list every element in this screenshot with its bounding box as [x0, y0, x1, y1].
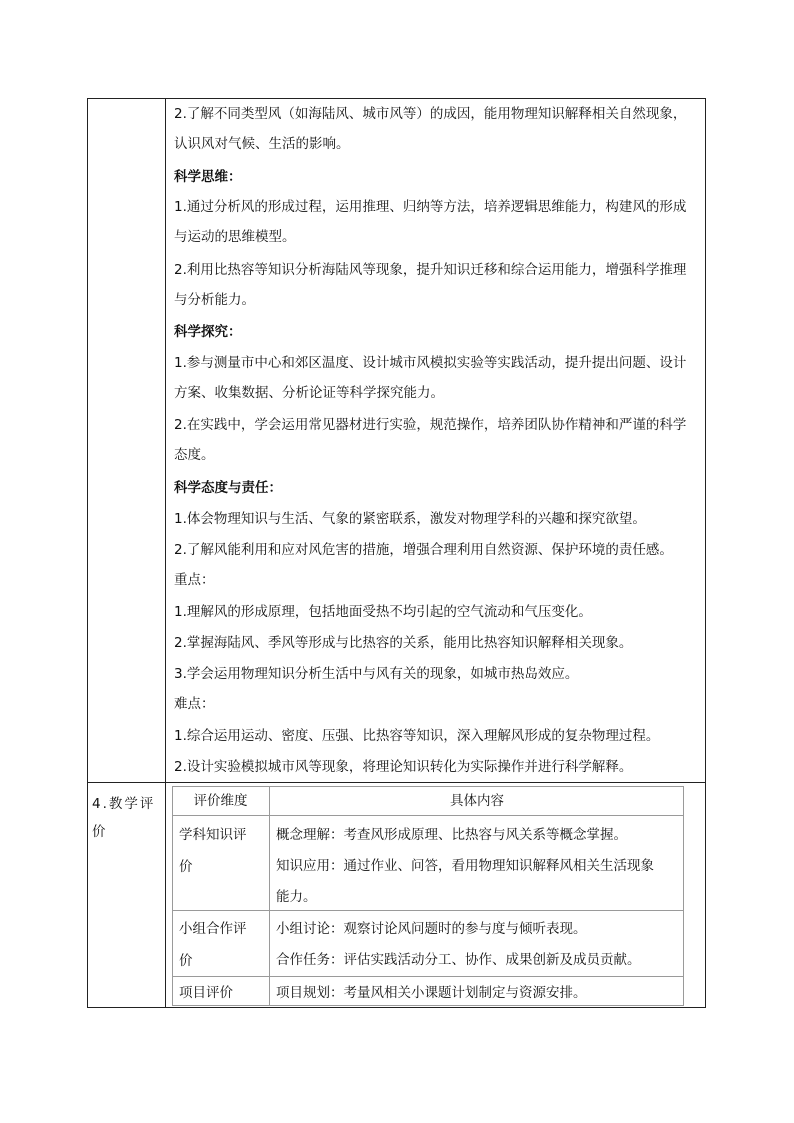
- heading-scientific-inquiry: 科学探究：: [174, 324, 242, 340]
- row-content: 项目规划：考量风相关小课题计划制定与资源安排。: [276, 985, 587, 1001]
- text-line: 2.利用比热容等知识分析海陆风等现象，提升知识迁移和综合运用能力，增强科学推理: [174, 262, 687, 278]
- section-label-line: 4.教学评: [92, 796, 156, 812]
- row-content: 小组讨论：观察讨论风问题时的参与度与倾听表现。: [276, 921, 587, 937]
- text-line: 1.理解风的形成原理，包括地面受热不均引起的空气流动和气压变化。: [174, 604, 592, 620]
- text-line: 2.了解风能利用和应对风危害的措施，增强合理利用自然资源、保护环境的责任感。: [174, 542, 673, 558]
- text-line: 1.参与测量市中心和郊区温度、设计城市风模拟实验等实践活动，提升提出问题、设计: [174, 355, 687, 371]
- row-content: 合作任务：评估实践活动分工、协作、成果创新及成员贡献。: [276, 952, 641, 968]
- heading-scientific-thinking: 科学思维：: [174, 169, 242, 185]
- heading-difficult-points: 难点：: [174, 696, 215, 712]
- text-line: 认识风对气候、生活的影响。: [174, 136, 350, 152]
- evaluation-table-column-divider: [269, 786, 270, 1006]
- text-line: 1.体会物理知识与生活、气象的紧密联系，激发对物理学科的兴趣和探究欲望。: [174, 511, 646, 527]
- text-line: 与运动的思维模型。: [174, 229, 296, 245]
- text-line: 1.综合运用运动、密度、压强、比热容等知识，深入理解风形成的复杂物理过程。: [174, 728, 660, 744]
- heading-attitude-responsibility: 科学态度与责任：: [174, 480, 282, 496]
- text-line: 2.在实践中，学会运用常见器材进行实验，规范操作，培养团队协作精神和严谨的科学: [174, 417, 687, 433]
- row-content: 能力。: [276, 889, 317, 905]
- text-line: 方案、收集数据、分析论证等科学探究能力。: [174, 385, 444, 401]
- header-dimension: 评价维度: [193, 793, 248, 809]
- heading-key-points: 重点：: [174, 572, 215, 588]
- evaluation-table: [172, 786, 684, 1006]
- evaluation-table-row-divider: [172, 910, 684, 911]
- row-dimension: 小组合作评: [179, 921, 247, 937]
- section-label-line: 价: [92, 824, 108, 840]
- text-line: 2.了解不同类型风（如海陆风、城市风等）的成因，能用物理知识解释相关自然现象，: [174, 106, 687, 122]
- text-line: 3.学会运用物理知识分析生活中与风有关的现象，如城市热岛效应。: [174, 666, 579, 682]
- row-dimension: 学科知识评: [179, 827, 247, 843]
- evaluation-table-row-divider: [172, 976, 684, 977]
- text-line: 1.通过分析风的形成过程，运用推理、归纳等方法，培养逻辑思维能力，构建风的形成: [174, 199, 687, 215]
- text-line: 态度。: [174, 447, 215, 463]
- section-4-label: [92, 790, 158, 846]
- table-row-divider: [87, 782, 706, 783]
- row-dimension: 价: [179, 859, 193, 875]
- row-content: 知识应用：通过作业、问答，看用物理知识解释风相关生活现象: [276, 858, 654, 874]
- text-line: 2.掌握海陆风、季风等形成与比热容的关系，能用比热容知识解释相关现象。: [174, 635, 633, 651]
- text-line: 与分析能力。: [174, 292, 255, 308]
- text-line: 2.设计实验模拟城市风等现象，将理论知识转化为实际操作并进行科学解释。: [174, 759, 633, 775]
- header-content: 具体内容: [450, 793, 504, 809]
- row-content: 概念理解：考查风形成原理、比热容与风关系等概念掌握。: [276, 827, 627, 843]
- table-column-divider: [165, 98, 166, 1008]
- row-dimension: 项目评价: [179, 985, 233, 1001]
- evaluation-table-row-divider: [172, 815, 684, 816]
- row-dimension: 价: [179, 953, 193, 969]
